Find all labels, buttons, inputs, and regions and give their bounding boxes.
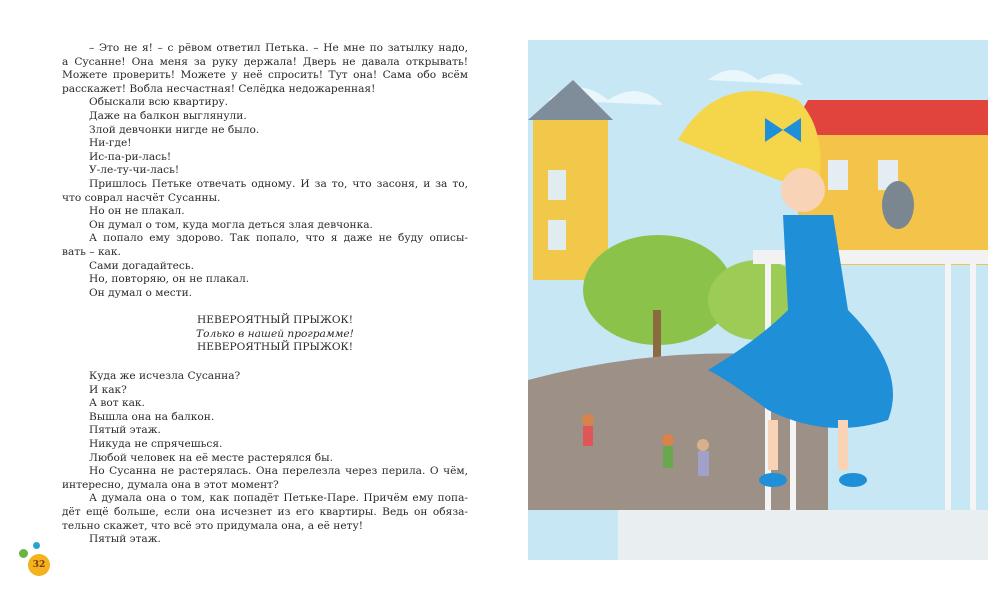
decor-dot-blue xyxy=(33,542,40,549)
text-line: Пятый этаж. xyxy=(89,424,161,437)
illustration xyxy=(528,40,988,560)
text-line: И как? xyxy=(89,383,127,396)
text-line: Даже на балкон выглянули. xyxy=(89,109,247,122)
roof-right xyxy=(788,100,988,135)
decor-dot-green xyxy=(19,549,28,558)
text-block-top xyxy=(62,42,468,300)
heading-line-3: НЕВЕРОЯТНЫЙ ПРЫЖОК! xyxy=(196,341,354,354)
text-line: что соврал насчёт Сусанны. xyxy=(62,191,221,204)
heading-line-2: Только в нашей программе! xyxy=(196,327,354,340)
text-line: Ис-па-ри-лась! xyxy=(89,150,172,163)
text-line: У-ле-ту-чи-лась! xyxy=(89,164,180,177)
text-line: расскажет! Вобла несчастная! Селёдка недожаренная! xyxy=(62,82,376,95)
girl-face xyxy=(781,168,825,212)
text-line: А попало ему здорово. Так попало, что я даже не буду описы- xyxy=(89,232,468,245)
text-line: Куда же исчезла Сусанна? xyxy=(89,370,241,383)
text-line: А вот как. xyxy=(89,397,145,410)
heading-line-1: НЕВЕРОЯТНЫЙ ПРЫЖОК! xyxy=(196,314,354,327)
text-line: Ни-где! xyxy=(89,137,132,150)
text-line: вать – как. xyxy=(62,245,121,258)
text-line: дёт ещё больше, если она исчезнет из его квартиры. Ведь он обяза- xyxy=(62,506,468,518)
text-line: Обыскали всю квартиру. xyxy=(89,96,228,109)
page-number: 32 xyxy=(28,554,50,576)
text-line: тельно скажет, что всё это придумала она, а её нету! xyxy=(62,519,363,532)
pigeon xyxy=(882,181,914,229)
text-line: – Это не я! – с рёвом ответил Петька. – Не мне по затылку надо, xyxy=(89,42,468,54)
text-line: А думала она о том, как попадёт Петьке-Паре. Причём ему попа- xyxy=(89,492,468,505)
text-line: Он думал о мести. xyxy=(89,286,192,299)
text-line: Но Сусанна не растерялась. Она перелезла через перила. О чём, xyxy=(89,465,468,478)
text-line: Сами догадайтесь. xyxy=(89,259,194,272)
text-line: Пришлось Петьке отвечать одному. И за то, что засоня, и за то, xyxy=(89,177,468,190)
text-line: интересно, думала она в этот момент? xyxy=(62,478,279,491)
text-line: Он думал о том, куда могла деться злая девчонка. xyxy=(89,218,373,231)
text-line: Вышла она на балкон. xyxy=(89,410,215,423)
building-left xyxy=(533,120,608,280)
text-line: Любой человек на её месте растерялся бы. xyxy=(89,451,333,464)
balcony-floor xyxy=(618,510,988,560)
text-line: Но, повторяю, он не плакал. xyxy=(89,273,250,286)
text-block-bottom xyxy=(62,370,468,547)
text-line: Никуда не спрячешься. xyxy=(89,438,223,451)
text-line: Можете проверить! Можете у неё спросить! Тут она! Сама обо всём xyxy=(62,69,468,82)
text-line: а Сусанне! Она меня за руку держала! Дверь не давала открывать! xyxy=(62,55,468,68)
text-line: Но он не плакал. xyxy=(89,205,185,218)
story-text xyxy=(62,42,468,547)
text-line: Злой девчонки нигде не было. xyxy=(89,123,260,136)
text-line: Пятый этаж. xyxy=(89,533,161,546)
